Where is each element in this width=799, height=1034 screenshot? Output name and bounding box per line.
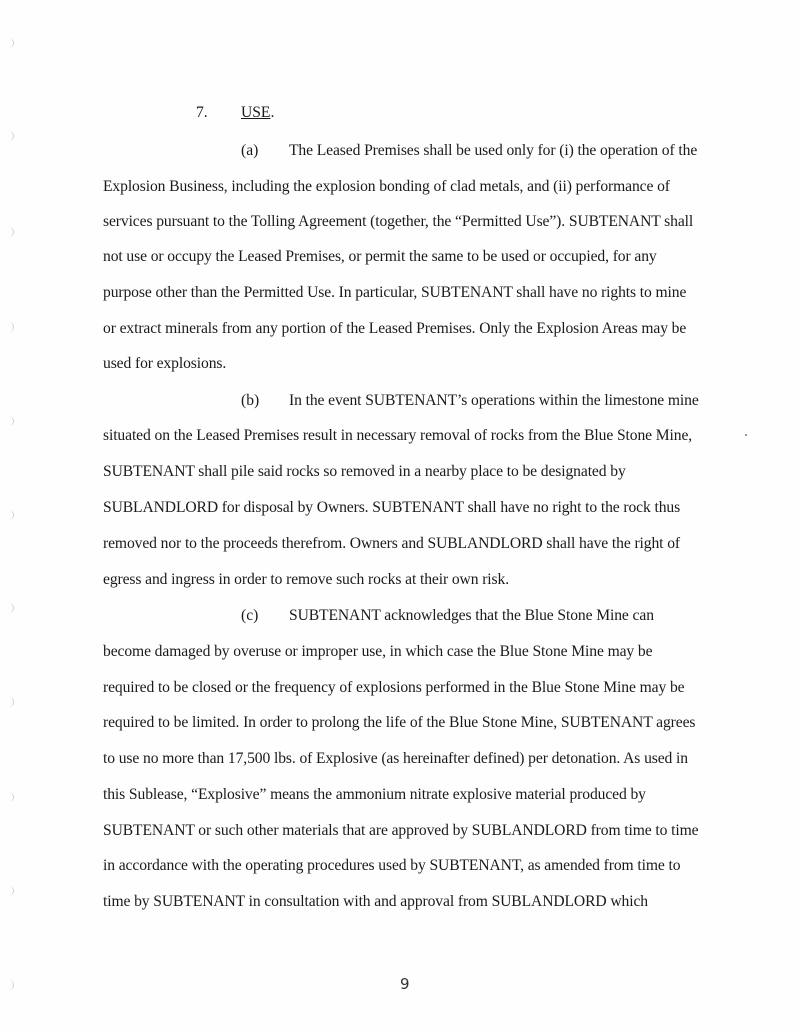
paragraph-marker: (c) xyxy=(241,607,259,624)
scan-artifact xyxy=(9,510,14,520)
scan-artifact xyxy=(9,980,14,990)
scan-speck xyxy=(745,434,747,436)
scan-artifact xyxy=(9,886,14,896)
text-line: not use or occupy the Leased Premises, or permit the same to be used or occupied, for any xyxy=(103,248,657,265)
scan-artifact xyxy=(9,38,14,48)
text-line: services pursuant to the Tolling Agreement (together, the “Permitted Use”). SUBTENANT shall xyxy=(103,213,694,230)
text-line: In the event SUBTENANT’s operations within the limestone mine xyxy=(289,392,699,409)
text-line: purpose other than the Permitted Use. In particular, SUBTENANT shall have no rights to mine xyxy=(103,284,687,301)
text-line: egress and ingress in order to remove such rocks at their own risk. xyxy=(103,571,509,588)
text-line: time by SUBTENANT in consultation with and approval from SUBLANDLORD which xyxy=(103,893,648,910)
text-line: required to be closed or the frequency of explosions performed in the Blue Stone Mine may be xyxy=(103,679,685,696)
text-line: used for explosions. xyxy=(103,355,227,372)
text-line: SUBTENANT shall pile said rocks so removed in a nearby place to be designated by xyxy=(103,463,626,480)
section-number: 7. xyxy=(196,104,208,121)
scan-artifact xyxy=(9,603,14,613)
text-line: The Leased Premises shall be used only for (i) the operation of the xyxy=(289,142,698,159)
text-line: required to be limited. In order to prolong the life of the Blue Stone Mine, SUBTENANT agrees xyxy=(103,714,696,731)
scan-artifact xyxy=(9,131,14,141)
scan-artifact xyxy=(9,416,14,426)
section-title xyxy=(241,104,274,122)
page-number: 9 xyxy=(400,975,410,993)
text-line: Explosion Business, including the explosion bonding of clad metals, and (ii) performance of xyxy=(103,178,670,195)
text-line: or extract minerals from any portion of the Leased Premises. Only the Explosion Areas may be xyxy=(103,320,687,337)
scan-artifact xyxy=(9,697,14,707)
text-line: become damaged by overuse or improper use, in which case the Blue Stone Mine may be xyxy=(103,643,653,660)
section-title-text: USE xyxy=(241,104,271,121)
paragraph-marker: (a) xyxy=(241,142,259,159)
text-line: in accordance with the operating procedures used by SUBTENANT, as amended from time to xyxy=(103,857,681,874)
text-line: removed nor to the proceeds therefrom. Owners and SUBLANDLORD shall have the right of xyxy=(103,535,680,552)
text-line: SUBTENANT or such other materials that are approved by SUBLANDLORD from time to time xyxy=(103,822,699,839)
text-line: SUBLANDLORD for disposal by Owners. SUBTENANT shall have no right to the rock thus xyxy=(103,499,681,516)
text-line: SUBTENANT acknowledges that the Blue Stone Mine can xyxy=(289,607,654,624)
scan-artifact xyxy=(9,227,14,237)
text-line: this Sublease, “Explosive” means the ammonium nitrate explosive material produced by xyxy=(103,786,646,803)
text-line: situated on the Leased Premises result in necessary removal of rocks from the Blue Stone Mine, xyxy=(103,427,693,444)
scan-artifact xyxy=(9,322,14,332)
text-line: to use no more than 17,500 lbs. of Explosive (as hereinafter defined) per detonation. As used in xyxy=(103,750,688,767)
section-title-suffix: . xyxy=(270,104,275,121)
paragraph-marker: (b) xyxy=(241,392,260,409)
scan-artifact xyxy=(9,792,14,802)
